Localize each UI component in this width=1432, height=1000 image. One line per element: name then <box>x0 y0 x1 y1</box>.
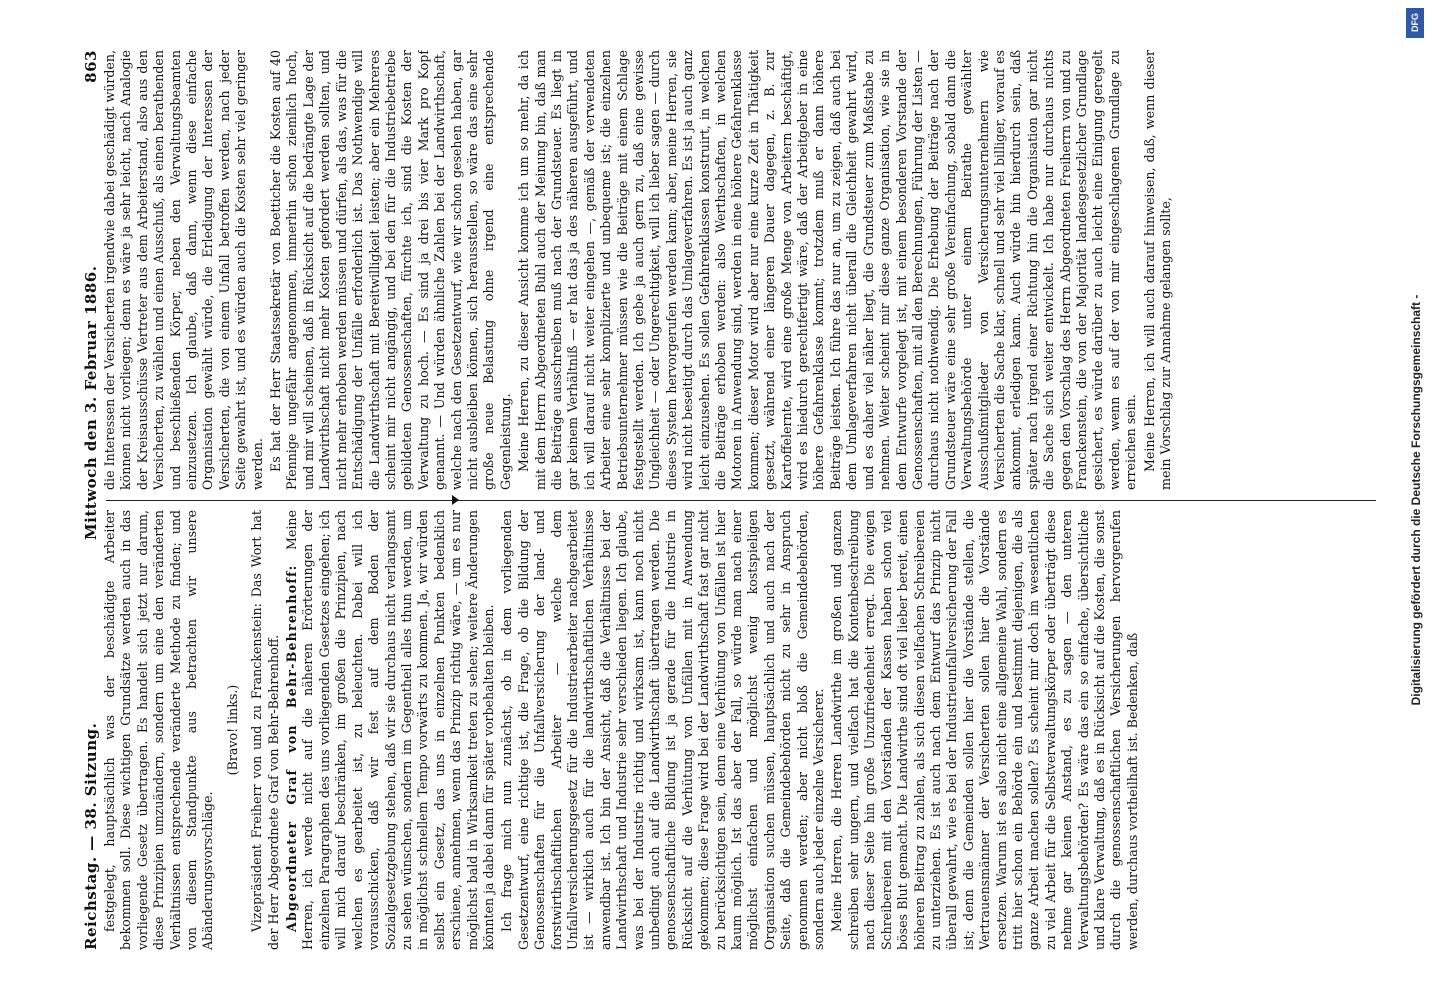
sidebar <box>1400 0 1432 1000</box>
dfg-logo: DFG <box>1406 8 1424 38</box>
speech-text: Meine Herren, ich werde nicht auf die näheren Erörterungen der einzelnen Paragraphen des uns vorliegenden Gesetzes eingehen; ich will mich darauf beschränken, im großen die Prinzipien, nach welchen es gearbeitet ist, zu beleuchten. Dabei will ich vorausschicken, daß wir fest auf dem Boden der Sozialgesetzgebung stehen, daß wir sie durchaus nicht verlangsamt zu sehen wünschen, sondern im Gegentheil alles thun werden, um in möglichst schnellem Tempo vorwärts zu kommen. Ja, wir würden selbst ein Gesetz, das uns in einzelnen Punkten bedenklich erschiene, annehmen, wenn das Prinzip richtig wäre, — um es nur möglichst bald in Wirksamkeit treten zu sehen; weitere Änderungen könnten ja dabei dann für später vorbehalten bleiben. <box>284 510 496 950</box>
paragraph: Vizepräsident Freiherr von und zu Franckenstein: Das Wort hat der Herr Abgeordnete Graf von Behr-Behrenhoff. <box>249 510 281 950</box>
speech-paragraph <box>284 510 497 950</box>
column-rule <box>106 500 1376 501</box>
document-page <box>36 30 1396 970</box>
page-header <box>60 50 100 950</box>
speaker-name: Abgeordneter Graf von Behr-Behrenhoff: <box>284 564 300 932</box>
page-number: 863 <box>82 50 100 83</box>
paragraph: Meine Herren, die Herren Landwirthe im großen und ganzen schreiben sehr ungern, und vielfach hat die Kontenbeschreibung nach dieser Seite hin große Unzufriedenheit erregt. Die ewigen Schreibereien mit den Vorständen der Kassen haben schon viel böses Blut gemacht. Die Landwirthe sind oft viel lieber bereit, einen höheren Beitrag zu zahlen, als sich diesen vielfachen Schreibereien zu unterziehen. Es ist auch nach dem Entwurf das Prinzip nicht überall gewahrt, wie es bei der Industrieunfallversicherung der Fall ist; denn die Gemeinden sollen hier die Vorstände stellen, die Vertrauensmänner der Versicherten sollen hier die Vorstände ersetzen. Warum ist es also nicht eine allgemeine Wahl, sondern es tritt hier schon ein Behörde ein und bestimmt diejenigen, die als ganze Arbeit machen sollen? Es scheint mir doch im wesentlichen zu viel Arbeit für die Selbstverwaltungskörper oder überträgt diese nehme gar keinen Anstand, es zu sagen — den unteren Verwaltungsbehörden? Es wäre das ein so einfache, übersichtliche und klare Verwaltung, daß es in Rücksicht auf die Kosten, die sonst durch die genossenschaftlichen Versicherungen hervorgerufen werden, durchaus vortheilhaft ist. Bedenken, daß <box>829 510 1140 950</box>
paragraph: die Interessen der Versicherten irgendwie dabei geschädigt würden, können nicht vorliegen; denn es wäre ja sehr leicht, nach Analogie der Kreisausschüsse Vertreter aus dem Arbeiterstand, also aus den Versicherten, zu wählen und einen Ausschuß, als einen berathenden und beschließenden Körper, neben den Verwaltungsbeamten einzusetzen. Ich glaube, daß dann, wenn diese einfache Organisation gewählt würde, die Erledigung der Interessen der Versicherten, die von einem Unfall betroffen werden, nach jeder Seite gewahrt ist, und es würden auch die Kosten sehr viel geringer werden. <box>102 50 265 490</box>
right-column <box>102 50 1376 490</box>
left-column <box>102 510 1376 950</box>
header-center: Mittwoch den 3. Februar 1886. <box>82 265 100 540</box>
paragraph: Ich frage mich nun zunächst, ob in dem vorliegenden Gesetzentwurf, eine richtige ist, die Frage, ob die Bildung der Genossenschaften für die Unfallversicherung der land- und forstwirthschaftlichen Arbeiter — welche dem Unfallversicherungsgesetz für die Industriearbeiter nachgearbeitet ist — wirklich auch für die landwirthschaftlichen Verhältnisse anwendbar ist. Ich bin der Ansicht, daß die Verhältnisse bei der Landwirthschaft und Industrie sehr verschieden liegen. Ich glaube, was bei der Industrie richtig und wirksam ist, kann noch nicht unbedingt auch auf die Landwirthschaft übertragen werden. Die genossenschaftliche Bildung ist ja gerade für die Industrie in Rücksicht auf die Verhütung von Unfällen mit in Anwendung gekommen; diese Frage wird bei der Landwirthschaft fast gar nicht zu berücksichtigen sein, denn eine Verhütung von Unfällen ist hier kaum möglich. Ist das aber der Fall, so würde man nach einer möglichst einfachen und möglichst wenig kostspieligen Organisation suchen müssen, hauptsächlich und auch nach der Seite, daß die Gemeindebehörden nicht zu sehr in Anspruch genommen werden; aber nicht bloß die Gemeindebehörden, sondern auch jeder einzelne Versicherer. <box>499 510 827 950</box>
digitization-credit: Digitalisierung gefördert durch die Deutsche Forschungsgemeinschaft - <box>1409 294 1423 706</box>
paragraph: Meine Herren, zu dieser Ansicht komme ich um so mehr, da ich mit dem Herrn Abgeordneten Buhl auch der Meinung bin, daß man die Beiträge ausschreiben muß nach der Grundsteuer. Es liegt in gar keinem Verhältniß — er hat das ja des näheren ausgeführt, und ich will darauf nicht weiter eingehen —, gemäß der verwendeten Arbeiter eine sehr komplizierte und unbequeme ist; die einzelnen Betriebsunternehmer müssen wie die Beiträge mit einem Schlage festgestellt werden. Ich gebe ja auch gern zu, daß eine gewisse Ungleichheit — oder Ungerechtigkeit, will ich lieber sagen — durch dieses System hervorgerufen werden kann; aber, meine Herren, sie wird nicht beseitigt durch das Umlageverfahren. Es ist ja auch ganz leicht einzusehen. Es sollen Gefahrenklassen konstruirt, in welchen die Beiträge erhoben werden: also Werthschaften, in welchen Motoren in Anwendung sind, werden in eine höhere Gefahrenklasse kommen; dieser Motor wird aber nur eine kurze Zeit in Thätigkeit gesetzt, während einer längeren Dauer dagegen, z. B. zur Kartoffelernte, wird eine große Menge von Arbeitern beschäftigt, wird es hiedurch gerechtfertigt wäre, daß der Arbeitgeber in eine höhere Gefahrenklasse kommt; trotzdem muß er dann höhere Beiträge leisten. Ich führe das nur an, um zu zeigen, daß auch bei dem Umlageverfahren nicht überall die Gleichheit gewahrt wird, und es daher viel näher liegt, die Grundsteuer zum Maßstabe zu nehmen. Weiter scheint mir diese ganze Organisation, wie sie in dem Entwurfe vorgelegt ist, mit einem besonderen Vorstande der Genossenschaften, mit all den Berechnungen, Führung der Listen — durchaus nicht nothwendig. Die Erhebung der Beiträge nach der Grundsteuer wäre eine sehr große Vereinfachung, sobald dann die Verwaltungsbehörde unter einem Beirathe gewählter Ausschußmitglieder von Versicherungsunternehmern wie Versicherten die Sache klar, schnell und sehr viel billiger, worauf es ankommt, erledigen kann. Auch würde hin hierdurch sein, daß später nach irgend einer Richtung hin die Organisation gar nicht die Sache sich weiter entwickelt. Ich habe nur durchaus nichts gegen den Vorschlag des Herrn Abgeordneten Freiherrn von und zu Franckenstein, die von der Majorität landesgesetzlicher Grundlage gesichert, es würde darüber zu auch leicht eine Einigung geregelt werden, wenn es auf der von mir eingeschlagenen Grundlage zu erreichen sein. <box>516 50 1139 490</box>
paragraph: festgelegt, hauptsächlich was der beschädigte Arbeiter bekommen soll. Diese wichtigen Grundsätze werden auch in das vorliegende Gesetz übertragen. Es handelt sich jetzt nur darum, diese Prinzipien umzuändern, sondern um eine den veränderten Verhältnissen entsprechende veränderte Methode zu finden; und von diesem Standpunkte aus betrachten wir unsere Abänderungsvorschläge. <box>102 510 216 950</box>
paragraph: Es hat der Herr Staatssekretär von Boetticher die Kosten auf 40 Pfennige ungefähr angenommen, immerhin schon ziemlich hoch, und mir will scheinen, daß in Rücksicht auf die bedrängte Lage der Landwirthschaft nicht mehr Kosten gefordert werden sollten, und nicht mehr erhoben werden müssen und dürfen, als das, was für die Entschädigung der Unfälle erforderlich ist. Das Nothwendige will die Landwirthschaft mit Bereitwilligkeit leisten; aber ein Mehreres scheint mir nicht angängig, und bei den für die Industriebetriebe gebildeten Genossenschaften, fürchte ich, sind die Kosten der Verwaltung zu hoch. — Es sind ja drei bis vier Mark pro Kopf genannt. — Und würden ähnliche Zahlen bei der Landwirthschaft, welche nach den Gesetzentwurf, wie wir schon gesehen haben, gar nicht ausbleiben können, sich herausstellen, so wäre das eine sehr große neue Belastung ohne irgend eine entsprechende Gegenleistung. <box>268 50 513 490</box>
header-left: Reichstag. — 38. Sitzung. <box>82 722 100 950</box>
paragraph: Meine Herren, ich will auch darauf hinweisen, daß, wenn dieser mein Vorschlag zur Annahme gelangen sollte, <box>1141 50 1173 490</box>
remark: (Bravo! links.) <box>224 684 240 776</box>
